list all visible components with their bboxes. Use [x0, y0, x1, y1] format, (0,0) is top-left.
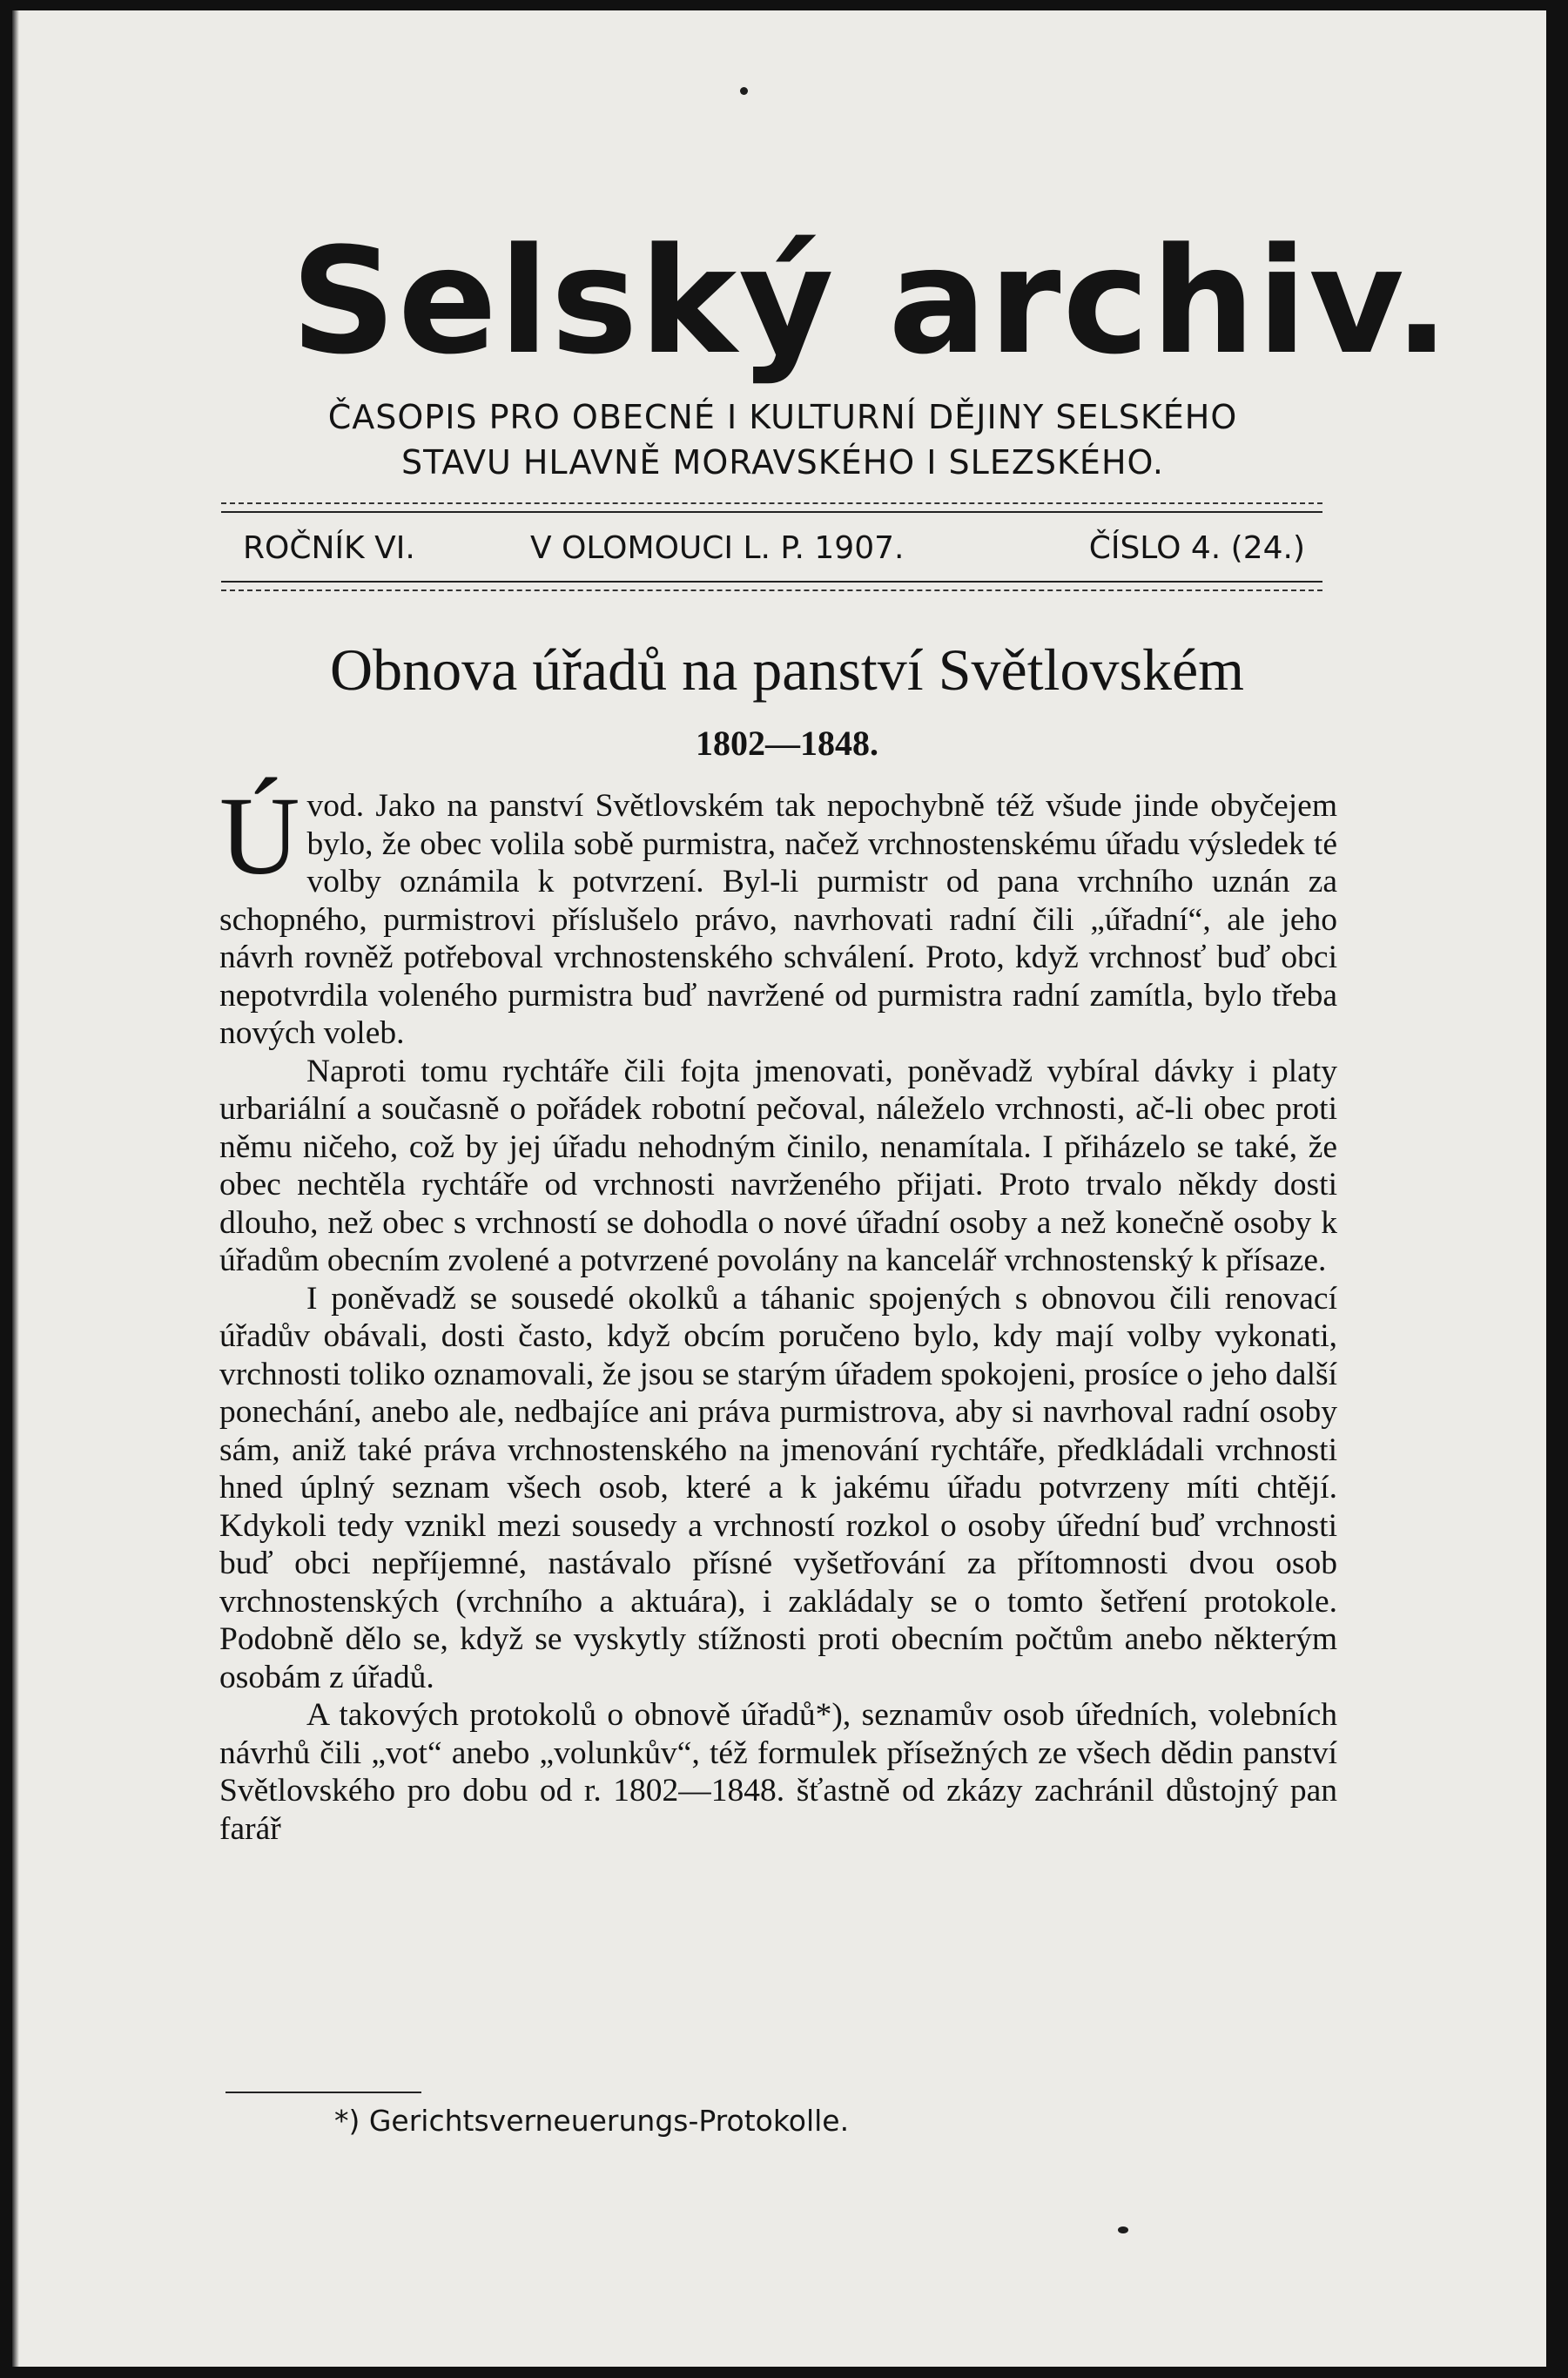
paragraph — [219, 774, 1337, 1053]
divider-rule — [221, 581, 1322, 583]
masthead-subtitle-line2: STAVU HLAVNĚ MORAVSKÉHO I SLEZSKÉHO. — [401, 443, 1164, 482]
article-body — [219, 774, 1337, 1848]
paragraph-text: vod. Jako na panství Světlovském tak nepochybně též všude jinde obyčejem bylo, že obec volila sobě purmistra, načež vrchnostenskému úřadu výsledek té volby oznámila k potvrzení. Byl-li purmistr od pana vrchního uznán za schopného, purmistrovi příslušelo právo, navrhovati radní čili „úřadní“, ale jeho návrh rovněž potřeboval vrchnostenského schválení. Proto, když vrchnosť buď obci nepotvrdila voleného purmistra buď navržené od purmistra radní zamítla, bylo třeba nových voleb. — [219, 788, 1337, 1051]
ink-speck — [1118, 2226, 1128, 2233]
issue-place-year: V OLOMOUCI L. P. 1907. — [530, 530, 905, 566]
issue-number: ČÍSLO 4. (24.) — [1088, 530, 1305, 566]
scan-edge-shadow — [12, 10, 19, 2367]
paragraph: I poněvadž se sousedé okolků a táhanic spojených s obnovou čili renovací úřadův obávali, dosti často, když obcím poručeno bylo, kdy mají volby vykonati, vrchnosti toliko oznamovali, že jsou se starým úřadem spokojeni, prosíce o jeho další ponechání, anebo ale, nedbajíce ani práva purmistrova, aby si navrhoval radní osoby sám, aniž také práva vrchnostenského na jmenování rychtáře, předkládali vrchnosti hned úplný seznam všech osob, které a k jakému úřadu potvrzeny míti chtějí. Kdykoli tedy vznikl mezi sousedy a vrchností rozkol o osoby úřední buď vrchnosti buď obci nepříjemné, nastávalo přísné vyšetřování za přítomnosti dvou osob vrchnostenských (vrchního a aktuára), i zakládaly se o tomto šetření protokole. Podobně dělo se, když se vyskytly stížnosti proti obecním počtům anebo některým osobám z úřadů. — [219, 1280, 1337, 1695]
ornamental-rule — [221, 502, 1322, 504]
divider-rule — [221, 511, 1322, 513]
paragraph: A takových protokolů o obnově úřadů*), seznamův osob úředních, volebních návrhů čili „vot“ anebo „volunkův“, též formulek přísežných ze všech dědin panství Světlovského pro dobu od r. 1802—1848. šťastně od zkázy zachránil důstojný pan farář — [219, 1697, 1337, 1847]
article-years: 1802—1848. — [696, 724, 878, 763]
issue-volume: ROČNÍK VI. — [243, 530, 415, 566]
journal-page — [12, 10, 1546, 2367]
article-title: Obnova úřadů na panství Světlovském — [329, 637, 1245, 703]
issue-info-line — [243, 524, 1305, 573]
footnote: *) Gerichtsverneuerungs-Protokolle. — [334, 2104, 850, 2138]
ink-speck — [740, 87, 748, 95]
masthead-subtitle-line1: ČASOPIS PRO OBECNÉ I KULTURNÍ DĚJINY SELSKÉHO — [327, 398, 1238, 436]
masthead-title: Selský archiv. — [291, 216, 1451, 387]
paragraph: Naproti tomu rychtáře čili fojta jmenovati, poněvadž vybíral dávky i platy urbariální a současně o pořádek robotní pečoval, náleželo vrchnosti, ač-li obec proti němu ničeho, což by jej úřadu nehodným činilo, nenamítala. I přiházelo se také, že obec nechtěla rychtáře od vrchnosti navrženého přijati. Proto trvalo někdy dosti dlouho, než obec s vrchností se dohodla o nové úřadní osoby a než konečně osoby k úřadům obecním zvolené a potvrzené povolány na kancelář vrchnostenský k přísaze. — [219, 1053, 1337, 1278]
footnote-rule — [225, 2092, 421, 2093]
ornamental-rule — [221, 589, 1322, 591]
drop-cap: Ú — [219, 774, 300, 898]
